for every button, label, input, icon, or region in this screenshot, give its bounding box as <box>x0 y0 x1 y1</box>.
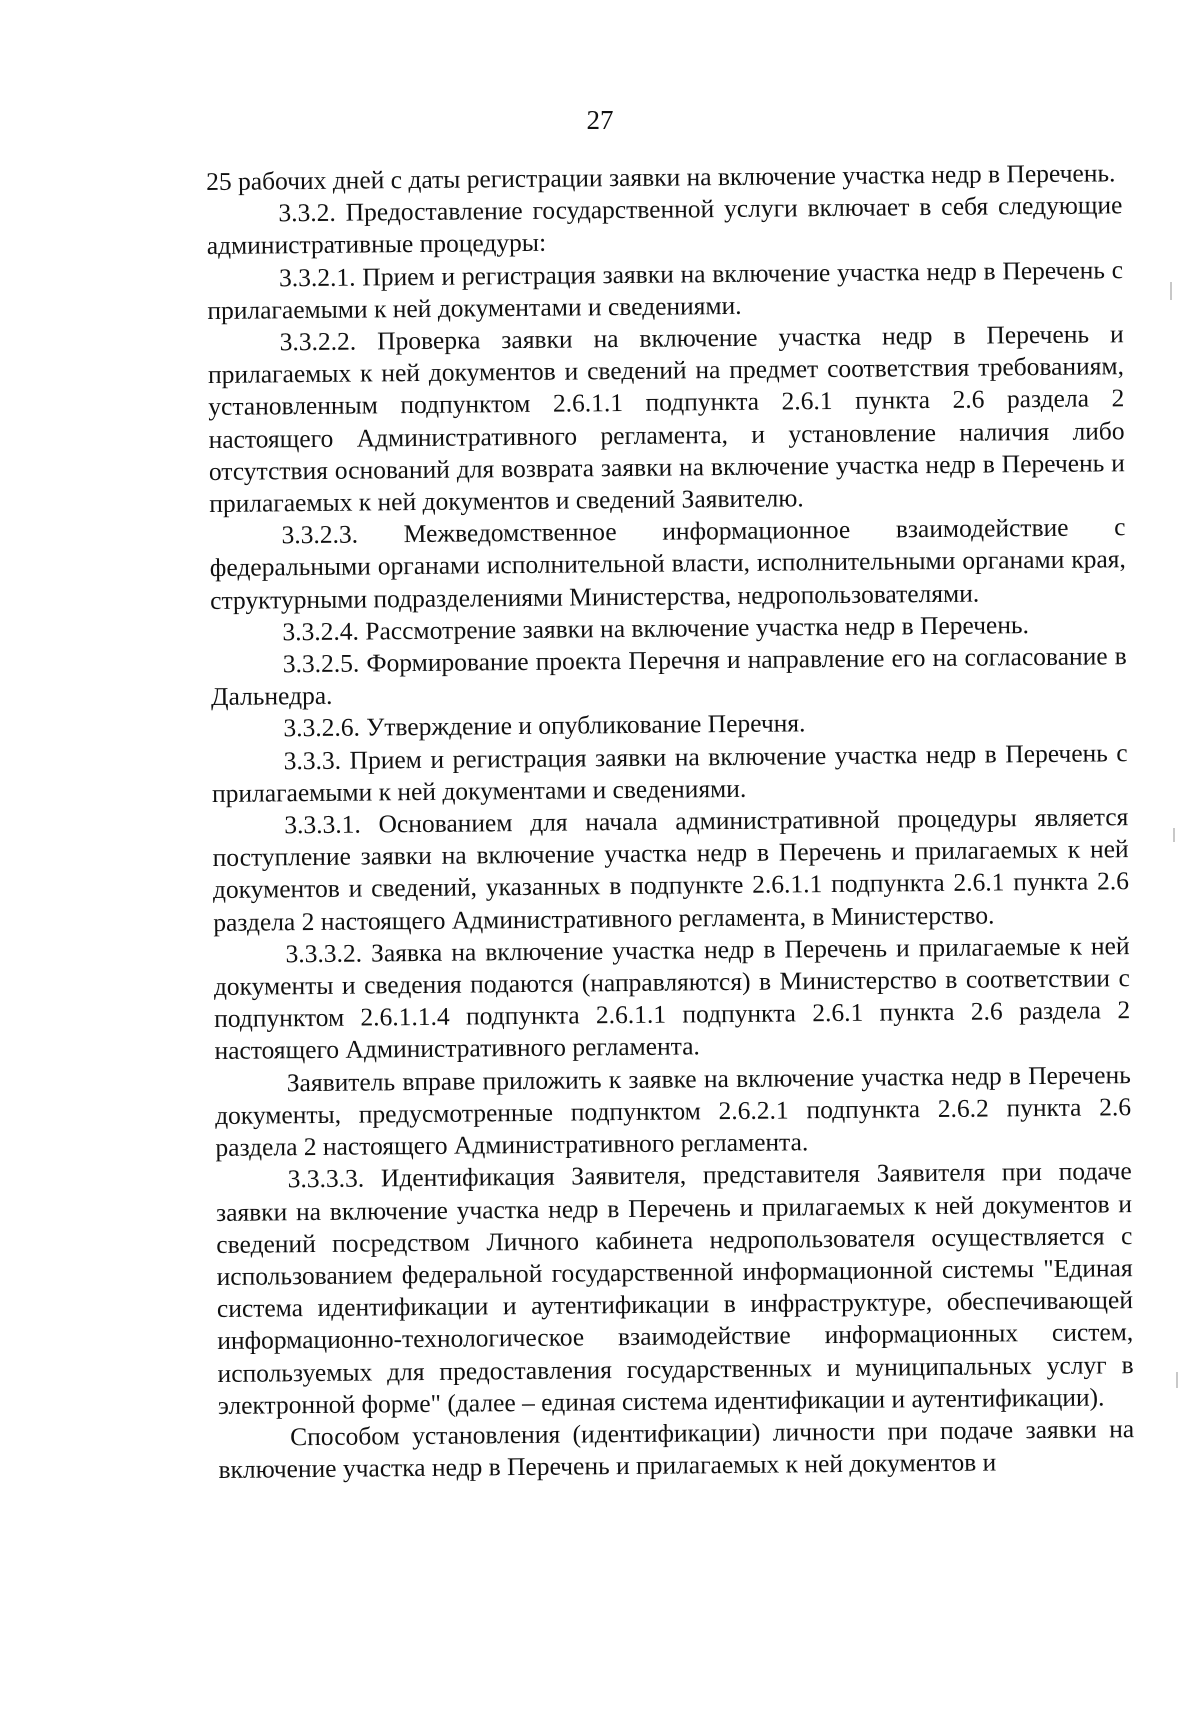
paragraph-3-3-3-1: 3.3.3.1. Основанием для начала административной процедуры является поступление заявки на включение участка недр в Перечень и прилагаемых к ней документов и сведений, указанных в подпункте 2.6.1.1 подпункта 2.6.1 пункта 2.6 раздела 2 настоящего Административного регламента, в Министерство. <box>212 802 1130 937</box>
scan-artifact-mark <box>1176 1372 1178 1388</box>
scan-artifact-mark <box>1170 282 1172 300</box>
paragraph-3-3-3: 3.3.3. Прием и регистрация заявки на включение участка недр в Перечень с прилагаемыми к ней документами и сведениями. <box>211 737 1128 808</box>
page-number: 27 <box>586 105 614 135</box>
paragraph-continuation: 25 рабочих дней с даты регистрации заявки на включение участка недр в Перечень. <box>206 158 1116 196</box>
document-body <box>206 157 1135 1486</box>
paragraph-identification-method: Способом установления (идентификации) личности при подаче заявки на включение участка недр в Перечень и прилагаемых к ней документов и <box>218 1414 1135 1485</box>
scan-artifact-mark <box>1173 828 1175 842</box>
paragraph-3-3-2-6: 3.3.2.6. Утверждение и опубликование Перечня. <box>283 708 806 743</box>
paragraph-3-3-2: 3.3.2. Предоставление государственной услуги включает в себя следующие административные процедуры: <box>206 190 1123 261</box>
paragraph-applicant-right: Заявитель вправе приложить к заявке на включение участка недр в Перечень документы, предусмотренные подпунктом 2.6.2.1 подпункта 2.6.2 пункта 2.6 раздела 2 настоящего Административного регламента. <box>214 1059 1132 1163</box>
paragraph-3-3-2-3: 3.3.2.3. Межведомственное информационное взаимодействие с федеральными органами исполнительной власти, исполнительными органами края, структурными подразделениями Министерства, недропользователями. <box>209 512 1126 615</box>
paragraph-3-3-2-2: 3.3.2.2. Проверка заявки на включение участка недр в Перечень и прилагаемых к ней документов и сведений на предмет соответствия требованиям, установленным подпунктом 2.6.1.1 подпункта 2.6.1 пункта 2.6 раздела 2 настоящего Административного регламента, и установление наличия либо отсутствия оснований для возврата заявки на включение участка недр в Перечень и прилагаемых к ней документов и сведений Заявителю. <box>207 319 1126 519</box>
paragraph-3-3-3-3: 3.3.3.3. Идентификация Заявителя, представителя Заявителя при подаче заявки на включение участка недр в Перечень и прилагаемых к ней документов и сведений посредством Личного кабинета недропользователя осуществляется с использованием федеральной государственной информационной системы "Единая система идентификации и аутентификации в инфраструктуре, обеспечивающей информационно-технологическое взаимодействие информационных систем, используемых для предоставления государственных и муниципальных услуг в электронной форме" (далее – единая система идентификации и аутентификации). <box>215 1156 1134 1420</box>
paragraph-3-3-3-2: 3.3.3.2. Заявка на включение участка недр в Перечень и прилагаемые к ней документы и сведения подаются (направляются) в Министерство в соответствии с подпунктом 2.6.1.1.4 подпункта 2.6.1.1 подпункта 2.6.1 пункта 2.6 раздела 2 настоящего Административного регламента. <box>213 931 1131 1066</box>
paragraph-3-3-2-4: 3.3.2.4. Рассмотрение заявки на включение участка недр в Перечень. <box>282 609 1030 647</box>
paragraph-3-3-2-5: 3.3.2.5. Формирование проекта Перечня и направление его на согласование в Дальнедра. <box>210 641 1127 712</box>
paragraph-3-3-2-1: 3.3.2.1. Прием и регистрация заявки на включение участка недр в Перечень с прилагаемыми к ней документами и сведениями. <box>207 254 1124 325</box>
